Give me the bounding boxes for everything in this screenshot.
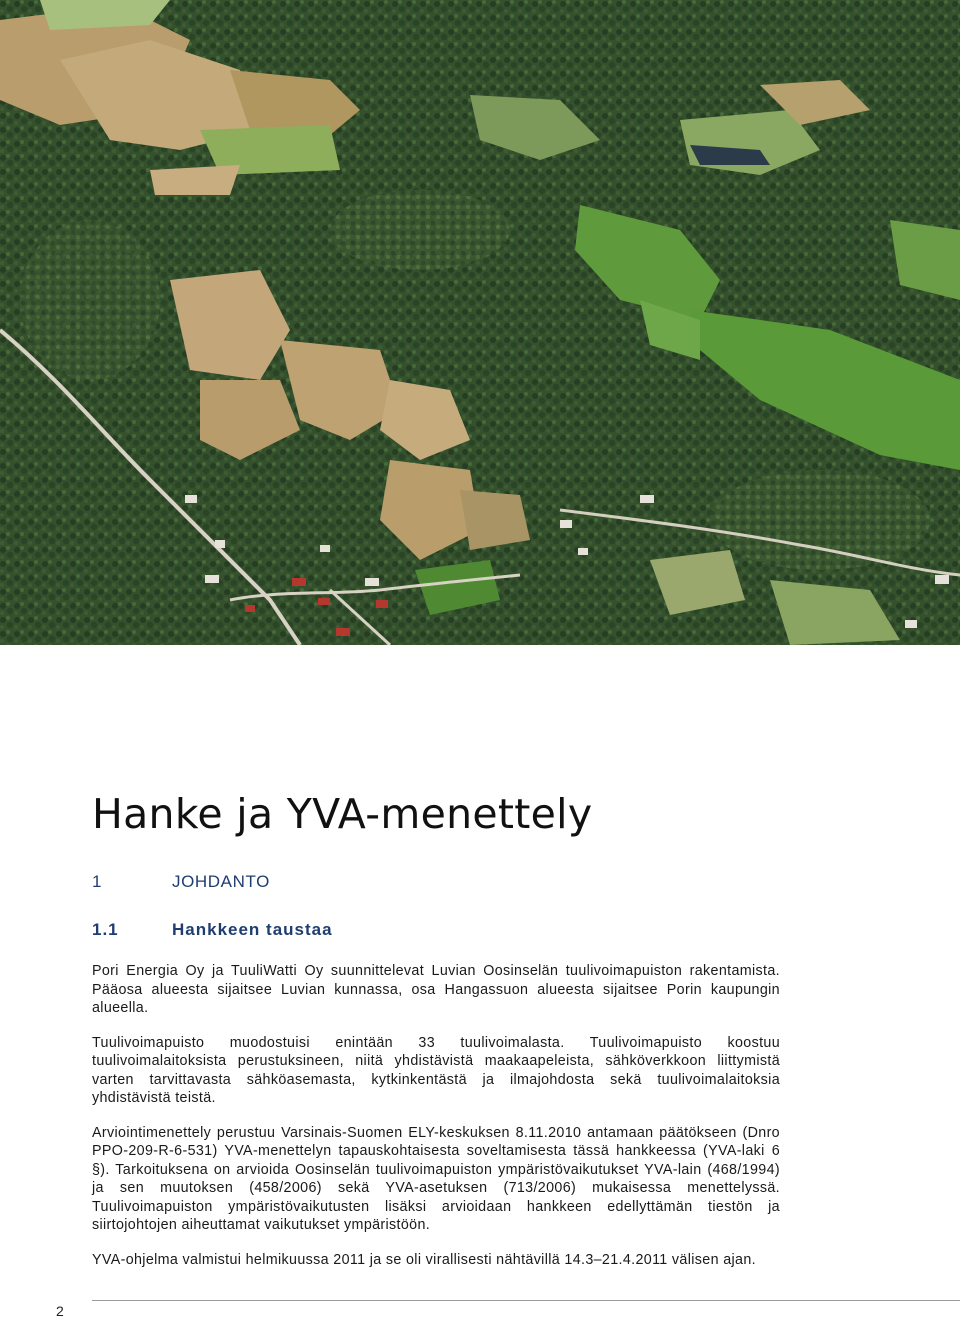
footer-divider [92, 1300, 960, 1301]
section-number: 1 [92, 872, 103, 891]
paragraph: Tuulivoimapuisto muodostuisi enintään 33 tuulivoimalasta. Tuulivoimapuisto koostuu tuulivoimalaitoksista perustuksineen, niitä yhdistävistä maakaapeleista, sähköverkkoon liittymistä varten tarvittavasta sähköasemasta, kytkinkentästä ja ilmajohdosta sekä tuulivoimalaitoksia yhdistävistä teistä. [92, 1034, 780, 1106]
body-text [92, 962, 780, 1285]
aerial-landscape-photo [0, 0, 960, 645]
paragraph: Pori Energia Oy ja TuuliWatti Oy suunnittelevat Luvian Oosinselän tuulivoimapuiston rakentamista. Pääosa alueesta sijaitsee Luvian kunnassa, osa Hangassuon alueesta sijaitsee Porin kaupungin alueella. [92, 963, 780, 1016]
section-heading [92, 872, 270, 892]
subsection-number: 1.1 [92, 920, 119, 939]
paragraph: Arviointimenettely perustuu Varsinais-Suomen ELY-keskuksen 8.11.2010 antamaan päätökseen (Dnro PPO-209-R-6-531) YVA-menettelyn tapauskohtaisesta soveltamisesta tässä hankkeessa (YVA-laki 6 §). Tarkoituksena on arvioida Oosinselän tuulivoimapuiston ympäristövaikutukset YVA-lain (468/1994) ja sen muutoksen (458/2006) sekä YVA-asetuksen (713/2006) mukaisessa menettelyssä. Tuulivoimapuiston ympäristövaikutusten lisäksi arvioidaan hankkeen edellyttämän tiestön ja siirtojohtojen aiheuttamat vaikutukset ympäristöön. [92, 1124, 780, 1233]
subsection-heading [92, 920, 333, 940]
section-title: JOHDANTO [172, 872, 270, 891]
subsection-title: Hankkeen taustaa [172, 920, 333, 939]
page-number: 2 [56, 1303, 64, 1319]
page-title: Hanke ja YVA-menettely [92, 790, 593, 838]
paragraph: YVA-ohjelma valmistui helmikuussa 2011 ja se oli virallisesti nähtävillä 14.3–21.4.2011 välisen ajan. [92, 1251, 756, 1268]
